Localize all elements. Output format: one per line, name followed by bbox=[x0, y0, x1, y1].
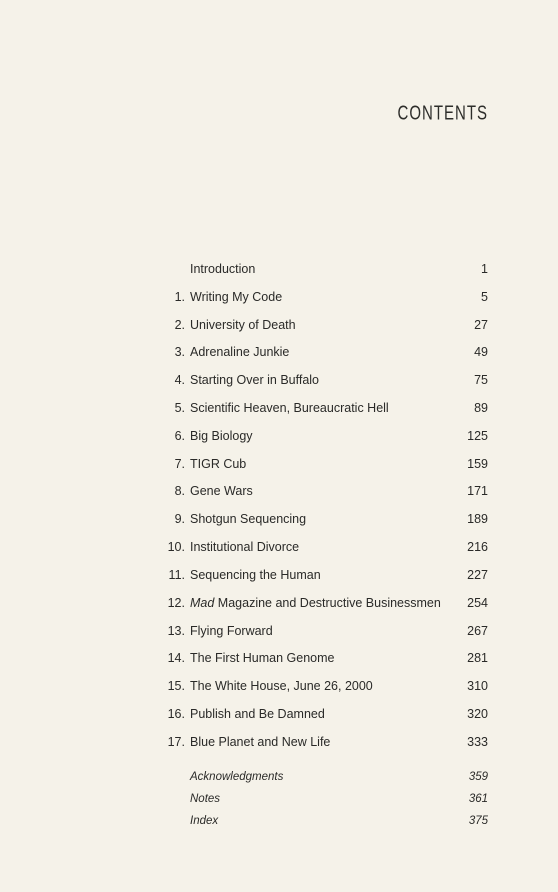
chapter-title: Flying Forward bbox=[190, 624, 273, 638]
page-number: 49 bbox=[474, 345, 488, 359]
page-number: 310 bbox=[467, 679, 488, 693]
chapter-title: Blue Planet and New Life bbox=[190, 735, 331, 749]
chapter-number: 17. bbox=[167, 735, 185, 749]
toc-entry bbox=[0, 705, 558, 723]
chapter-title: Writing My Code bbox=[190, 290, 283, 304]
page-number: 227 bbox=[467, 568, 488, 582]
chapter-title: Adrenaline Junkie bbox=[190, 345, 290, 359]
page-number: 75 bbox=[474, 373, 488, 387]
toc-entry bbox=[0, 538, 558, 556]
chapter-number: 2. bbox=[174, 318, 185, 332]
page-number: 216 bbox=[467, 540, 488, 554]
toc-entry bbox=[0, 316, 558, 334]
chapter-number: 14. bbox=[167, 651, 185, 665]
page-number: 189 bbox=[467, 512, 488, 526]
chapter-title: TIGR Cub bbox=[190, 457, 247, 471]
chapter-number: 15. bbox=[167, 679, 185, 693]
chapter-number: 6. bbox=[174, 429, 185, 443]
back-matter-title: Notes bbox=[190, 793, 221, 805]
chapter-title: Institutional Divorce bbox=[190, 540, 300, 554]
toc-entry bbox=[0, 594, 558, 612]
toc-entry bbox=[0, 399, 558, 417]
page-number: 89 bbox=[474, 401, 488, 415]
chapter-title: University of Death bbox=[190, 318, 296, 332]
chapter-number: 13. bbox=[167, 624, 185, 638]
toc-entry bbox=[0, 510, 558, 528]
toc-entry bbox=[0, 622, 558, 640]
toc-entry bbox=[0, 343, 558, 361]
chapter-number: 1. bbox=[174, 290, 185, 304]
page-number: 361 bbox=[468, 793, 488, 805]
chapter-title: Shotgun Sequencing bbox=[190, 512, 307, 526]
toc-entry bbox=[0, 649, 558, 667]
chapter-number: 10. bbox=[167, 540, 185, 554]
chapter-number: 16. bbox=[167, 707, 185, 721]
page-number: 267 bbox=[467, 624, 488, 638]
chapter-title: The First Human Genome bbox=[190, 651, 335, 665]
chapter-title: Starting Over in Buffalo bbox=[190, 373, 320, 387]
toc-entry bbox=[0, 427, 558, 445]
page-number: 320 bbox=[467, 707, 488, 721]
chapter-number: 12. bbox=[167, 596, 185, 610]
toc-entry bbox=[0, 371, 558, 389]
back-matter-title: Index bbox=[190, 815, 219, 827]
page-number: 254 bbox=[467, 596, 488, 610]
page-number: 1 bbox=[481, 262, 488, 276]
chapter-title-rest: Magazine and Destructive Businessmen bbox=[214, 596, 441, 610]
chapter-title: The White House, June 26, 2000 bbox=[190, 679, 373, 693]
back-matter-entry bbox=[0, 790, 558, 808]
page-number: 5 bbox=[481, 290, 488, 304]
chapter-title: Gene Wars bbox=[190, 484, 253, 498]
toc-entry bbox=[0, 482, 558, 500]
page-number: 159 bbox=[467, 457, 488, 471]
chapter-number: 9. bbox=[174, 512, 185, 526]
toc-entry bbox=[0, 677, 558, 695]
chapter-title bbox=[190, 594, 441, 612]
toc-entry-introduction bbox=[0, 260, 558, 278]
toc-entry bbox=[0, 288, 558, 306]
page-number: 125 bbox=[467, 429, 488, 443]
page-number: 281 bbox=[467, 651, 488, 665]
chapter-title: Big Biology bbox=[190, 429, 253, 443]
page-number: 333 bbox=[467, 735, 488, 749]
page-number: 27 bbox=[474, 318, 488, 332]
chapter-title: Scientific Heaven, Bureaucratic Hell bbox=[190, 401, 389, 415]
toc-entry bbox=[0, 566, 558, 584]
toc-entry bbox=[0, 733, 558, 751]
back-matter-title: Acknowledgments bbox=[190, 771, 284, 783]
chapter-number: 5. bbox=[174, 401, 185, 415]
chapter-title: Sequencing the Human bbox=[190, 568, 321, 582]
page-number: 375 bbox=[468, 815, 488, 827]
chapter-title: Introduction bbox=[190, 262, 256, 276]
back-matter-entry bbox=[0, 812, 558, 830]
chapter-number: 11. bbox=[168, 568, 185, 582]
chapter-title: Publish and Be Damned bbox=[190, 707, 325, 721]
chapter-number: 4. bbox=[174, 373, 185, 387]
back-matter-entry bbox=[0, 768, 558, 786]
page-title: CONTENTS bbox=[397, 102, 488, 125]
page-number: 171 bbox=[467, 484, 488, 498]
page-number: 359 bbox=[468, 771, 488, 783]
chapter-number: 7. bbox=[174, 457, 185, 471]
chapter-number: 3. bbox=[174, 345, 185, 359]
chapter-number: 8. bbox=[174, 484, 185, 498]
toc-entry bbox=[0, 455, 558, 473]
chapter-title-italic: Mad bbox=[190, 596, 215, 610]
